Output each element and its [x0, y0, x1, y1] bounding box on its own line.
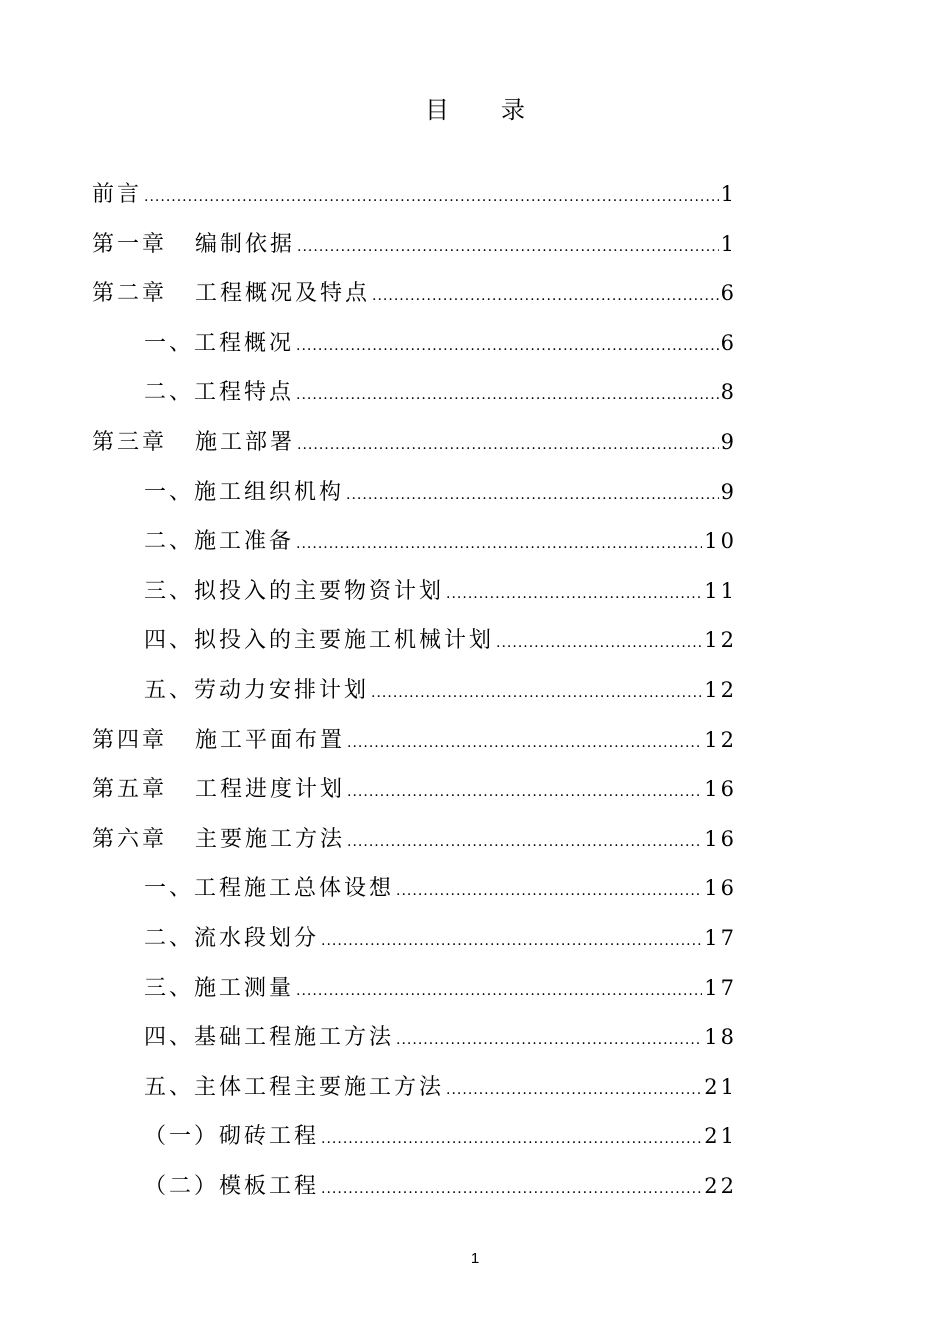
- toc-entry-heading: 第六章: [92, 826, 168, 852]
- toc-entry[interactable]: [92, 175, 737, 225]
- dot-leader: [347, 823, 702, 861]
- dot-leader: [496, 624, 702, 662]
- toc-entry-label: [144, 1118, 319, 1156]
- toc-entry-label: [92, 226, 295, 264]
- toc-entry[interactable]: [92, 1167, 737, 1217]
- toc-entry-heading: 第四章: [92, 727, 168, 753]
- toc-entry[interactable]: [92, 869, 737, 919]
- toc-entry-subtitle: 工程进度计划: [195, 777, 346, 803]
- toc-entry-label: [144, 1019, 394, 1057]
- toc-entry-page-number: 18: [704, 1025, 737, 1050]
- toc-entry-heading: 三、拟投入的主要物资计划: [144, 578, 445, 604]
- toc-entry-page-number: 16: [704, 777, 737, 802]
- toc-entry-heading: 一、施工组织机构: [144, 479, 345, 505]
- dot-leader: [296, 327, 719, 365]
- toc-entry-label: [144, 622, 494, 660]
- dot-leader: [321, 1120, 702, 1158]
- toc-entry-page-number: 12: [704, 628, 737, 653]
- toc-entry-subtitle: 施工部署: [195, 429, 296, 455]
- toc-entry-subtitle: 工程概况及特点: [195, 281, 371, 307]
- toc-entry[interactable]: [92, 274, 737, 324]
- toc-entry[interactable]: [92, 919, 737, 969]
- dot-leader: [371, 674, 702, 712]
- dot-leader: [296, 376, 719, 414]
- toc-entry-label: [92, 275, 370, 313]
- toc-entry-page-number: 17: [704, 975, 737, 1000]
- toc-entry-heading: 二、施工准备: [144, 529, 295, 555]
- toc-entry-heading: 一、工程概况: [144, 330, 295, 356]
- dot-leader: [144, 178, 719, 216]
- toc-title-part1: 目: [425, 96, 449, 124]
- toc-entry-label: [144, 523, 294, 561]
- page-number: 1: [470, 1250, 480, 1267]
- toc-entry-heading: 二、流水段划分: [144, 925, 320, 951]
- dot-leader: [446, 1071, 702, 1109]
- toc-list: [92, 175, 737, 1216]
- toc-entry-heading: 前言: [92, 182, 143, 207]
- toc-entry[interactable]: [92, 522, 737, 572]
- toc-entry[interactable]: [92, 770, 737, 820]
- toc-entry-label: [92, 722, 345, 760]
- toc-entry-heading: 一、工程施工总体设想: [144, 876, 395, 902]
- dot-leader: [346, 476, 719, 514]
- toc-entry-page-number: 11: [704, 578, 737, 603]
- toc-entry[interactable]: [92, 373, 737, 423]
- toc-entry[interactable]: [92, 1068, 737, 1118]
- toc-entry-label: [92, 821, 345, 859]
- toc-entry[interactable]: [92, 1117, 737, 1167]
- toc-entry-heading: 第一章: [92, 231, 168, 257]
- dot-leader: [296, 525, 702, 563]
- toc-title-part2: 录: [501, 96, 525, 124]
- dot-leader: [372, 277, 719, 315]
- toc-entry-page-number: 16: [704, 876, 737, 901]
- toc-entry-label: [92, 771, 345, 809]
- toc-entry-page-number: 6: [720, 330, 737, 355]
- toc-entry-label: [92, 176, 142, 214]
- dot-leader: [446, 575, 702, 613]
- toc-entry-label: [144, 374, 294, 412]
- toc-entry-heading: 第二章: [92, 281, 168, 307]
- toc-entry-page-number: 9: [720, 479, 737, 504]
- toc-entry-page-number: 21: [704, 1074, 737, 1099]
- toc-entry-label: [144, 672, 369, 710]
- toc-entry-page-number: 8: [720, 380, 737, 405]
- dot-leader: [321, 1170, 702, 1208]
- toc-entry-page-number: 21: [704, 1124, 737, 1149]
- toc-entry-heading: （二）模板工程: [144, 1173, 320, 1199]
- toc-entry-heading: 第五章: [92, 777, 168, 803]
- dot-leader: [347, 724, 702, 762]
- toc-entry-page-number: 9: [720, 429, 737, 454]
- toc-entry-label: [144, 325, 294, 363]
- toc-entry-label: [144, 970, 294, 1008]
- toc-entry-label: [144, 920, 319, 958]
- toc-entry[interactable]: [92, 324, 737, 374]
- toc-entry-page-number: 16: [704, 826, 737, 851]
- toc-title: [0, 92, 950, 128]
- toc-entry-heading: 五、劳动力安排计划: [144, 677, 370, 703]
- toc-entry[interactable]: [92, 572, 737, 622]
- toc-entry-label: [144, 474, 344, 512]
- dot-leader: [321, 922, 702, 960]
- toc-entry-label: [144, 1168, 319, 1206]
- toc-entry-page-number: 1: [720, 182, 737, 206]
- toc-entry-heading: 四、拟投入的主要施工机械计划: [144, 628, 495, 654]
- toc-entry-page-number: 12: [704, 727, 737, 752]
- toc-entry[interactable]: [92, 721, 737, 771]
- toc-entry-subtitle: 施工平面布置: [195, 727, 346, 753]
- toc-entry[interactable]: [92, 473, 737, 523]
- toc-entry[interactable]: [92, 820, 737, 870]
- dot-leader: [296, 972, 702, 1010]
- toc-entry[interactable]: [92, 423, 737, 473]
- toc-entry-page-number: 12: [704, 677, 737, 702]
- dot-leader: [396, 1021, 702, 1059]
- dot-leader: [396, 872, 702, 910]
- toc-entry-page-number: 17: [704, 925, 737, 950]
- toc-entry-label: [144, 573, 444, 611]
- toc-entry-subtitle: 编制依据: [195, 231, 296, 257]
- toc-entry-page-number: 1: [720, 231, 737, 256]
- toc-entry-page-number: 6: [720, 281, 737, 306]
- toc-entry[interactable]: [92, 621, 737, 671]
- toc-entry-heading: 二、工程特点: [144, 380, 295, 406]
- toc-entry-subtitle: 主要施工方法: [195, 826, 346, 852]
- toc-entry-heading: 三、施工测量: [144, 975, 295, 1001]
- dot-leader: [297, 228, 719, 266]
- toc-entry-label: [144, 870, 394, 908]
- toc-entry[interactable]: [92, 1018, 737, 1068]
- toc-entry-heading: （一）砌砖工程: [144, 1124, 320, 1150]
- toc-entry-heading: 四、基础工程施工方法: [144, 1025, 395, 1051]
- dot-leader: [297, 426, 719, 464]
- toc-entry[interactable]: [92, 969, 737, 1019]
- toc-entry-page-number: 22: [704, 1173, 737, 1198]
- toc-entry-heading: 第三章: [92, 429, 168, 455]
- dot-leader: [347, 773, 702, 811]
- toc-entry-heading: 五、主体工程主要施工方法: [144, 1074, 445, 1100]
- toc-entry-page-number: 10: [704, 529, 737, 554]
- toc-entry-label: [144, 1069, 444, 1107]
- toc-entry[interactable]: [92, 671, 737, 721]
- toc-entry-label: [92, 424, 295, 462]
- toc-entry[interactable]: [92, 225, 737, 275]
